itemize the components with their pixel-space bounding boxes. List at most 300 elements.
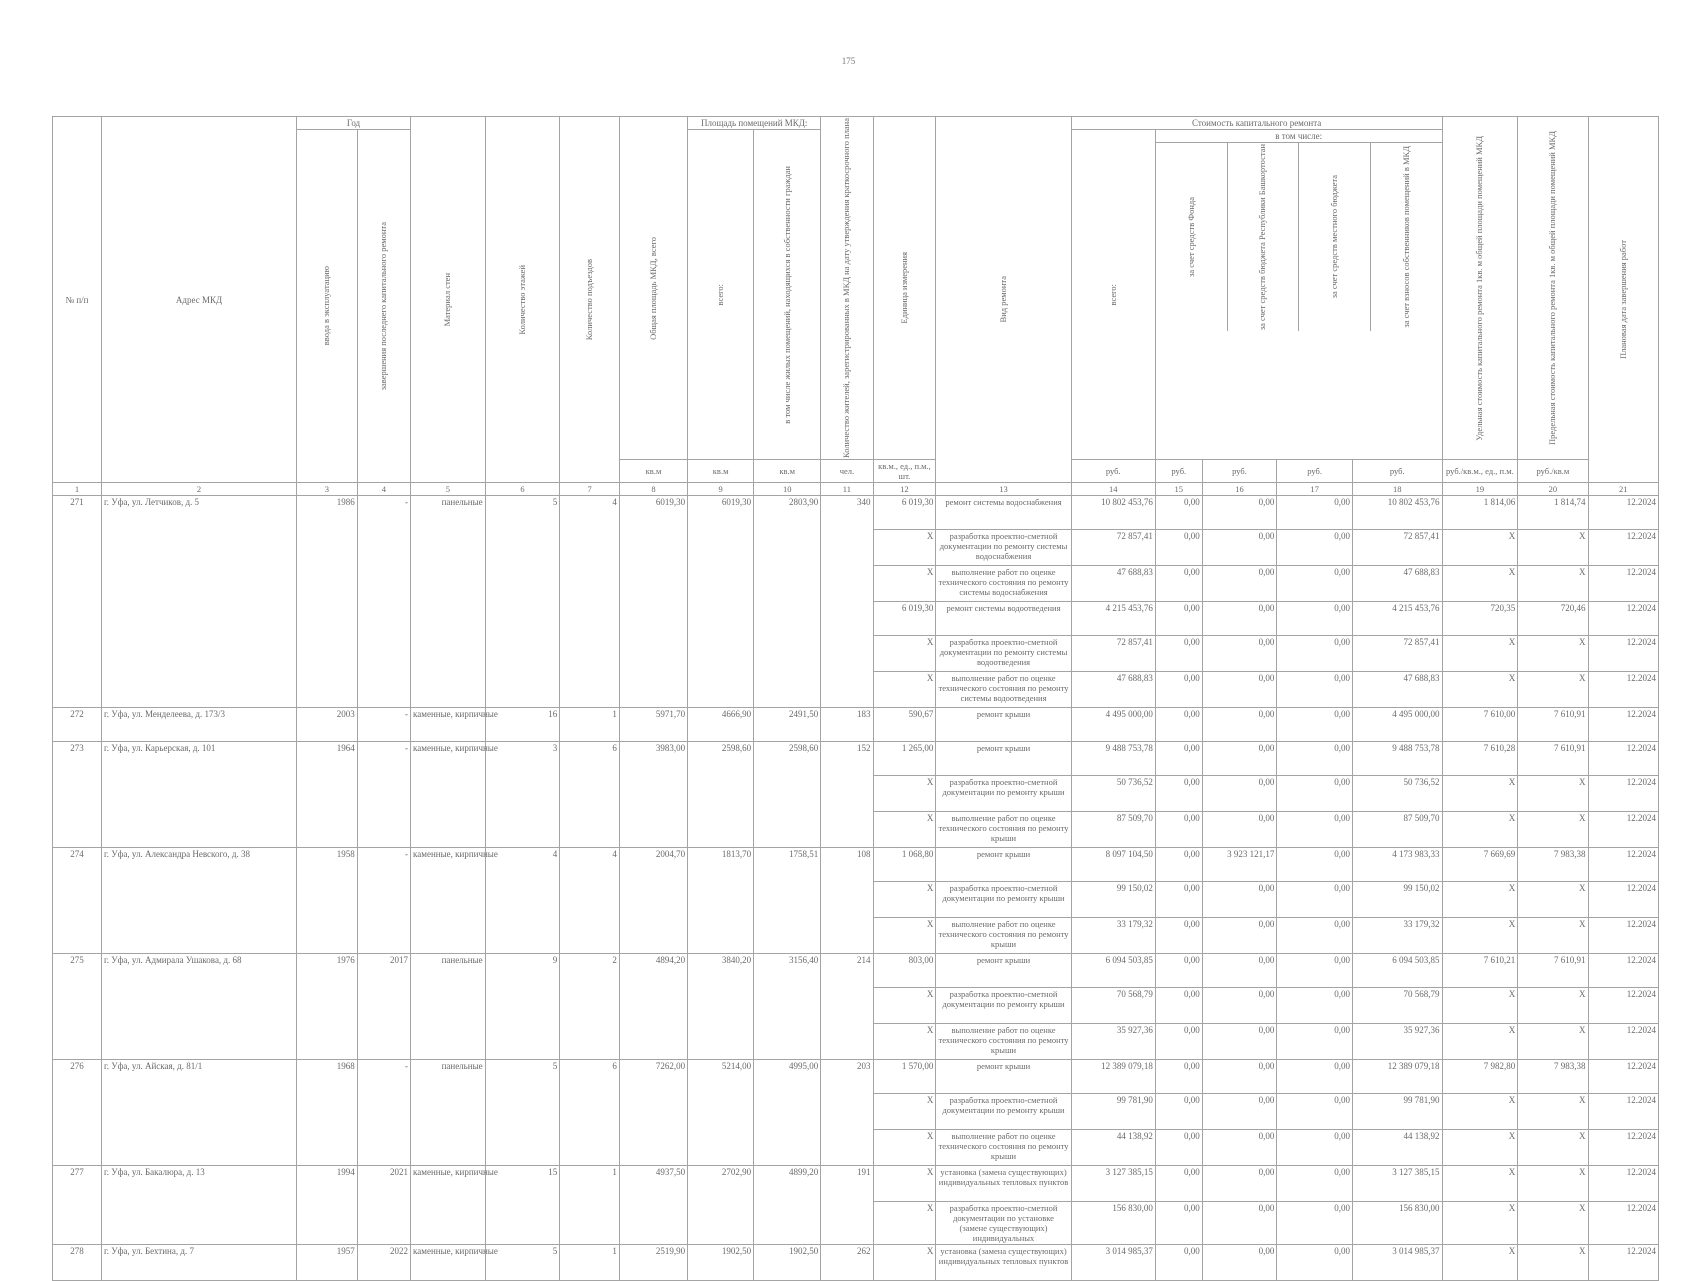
specific-cost-cell: X — [1442, 636, 1518, 672]
cost-rb-cell: 3 923 121,17 — [1202, 848, 1277, 882]
completion-date-cell: 12.2024 — [1588, 530, 1658, 566]
cost-total-cell: 4 495 000,00 — [1071, 708, 1155, 742]
col-14-header — [1071, 130, 1155, 460]
cost-rb-cell: 0,00 — [1202, 636, 1277, 672]
entrances-cell: 6 — [560, 742, 620, 848]
specific-cost-cell: X — [1442, 1245, 1518, 1281]
specific-cost-cell: X — [1442, 566, 1518, 602]
cost-owners-cell: 12 389 079,18 — [1352, 1060, 1442, 1094]
cost-total-cell: 4 215 453,76 — [1071, 602, 1155, 636]
cost-rb-cell: 0,00 — [1202, 988, 1277, 1024]
limit-cost-cell: X — [1518, 882, 1588, 918]
year-built-cell: 1964 — [297, 742, 358, 848]
cost-fund-cell: 0,00 — [1155, 848, 1202, 882]
cost-fund-cell: 0,00 — [1155, 602, 1202, 636]
work-kind-cell: выполнение работ по оценке технического состояния по ремонту крыши — [936, 812, 1071, 848]
cost-rb-cell: 0,00 — [1202, 742, 1277, 776]
cost-local-cell: 0,00 — [1277, 988, 1353, 1024]
completion-date-cell: 12.2024 — [1588, 672, 1658, 708]
limit-cost-cell: X — [1518, 1024, 1588, 1060]
unit-cell: 590,67 — [873, 708, 936, 742]
year-repair-cell: - — [357, 708, 410, 742]
row-number: 278 — [53, 1245, 102, 1281]
cost-local-cell: 0,00 — [1277, 954, 1353, 988]
completion-date-cell: 12.2024 — [1588, 1024, 1658, 1060]
col-10-header — [754, 130, 821, 460]
cost-fund-cell: 0,00 — [1155, 1024, 1202, 1060]
work-kind-cell: ремонт системы водоотведения — [936, 602, 1071, 636]
cost-fund-cell: 0,00 — [1155, 496, 1202, 530]
limit-cost-cell: X — [1518, 776, 1588, 812]
col-10-header-text: в том числе жилых помещений, находящихся в собственности граждан — [781, 165, 792, 424]
table-row — [53, 848, 1659, 882]
table-header — [53, 117, 1659, 496]
col-8-header — [619, 117, 687, 460]
cost-total-cell: 44 138,92 — [1071, 1130, 1155, 1166]
work-kind-cell: выполнение работ по оценке технического состояния по ремонту крыши — [936, 1024, 1071, 1060]
limit-cost-cell: X — [1518, 918, 1588, 954]
incl-header: в том числе: — [1156, 130, 1442, 143]
cost-owners-cell: 3 014 985,37 — [1352, 1245, 1442, 1281]
cost-local-cell: 0,00 — [1277, 742, 1353, 776]
column-number: 13 — [936, 483, 1071, 496]
cost-local-cell: 0,00 — [1277, 1024, 1353, 1060]
cost-rb-cell: 0,00 — [1202, 530, 1277, 566]
table-row — [53, 496, 1659, 530]
col-5-header-text: Материал стен — [442, 272, 453, 327]
cost-owners-cell: 10 802 453,76 — [1352, 496, 1442, 530]
wall-material-cell: каменные, кирпичные — [411, 848, 486, 954]
unit-col-11: чел. — [821, 460, 873, 483]
unit-cell: X — [873, 1094, 936, 1130]
col-9-header-text: всего: — [715, 283, 726, 306]
col-17-header — [1299, 143, 1370, 332]
cost-owners-cell: 156 830,00 — [1352, 1202, 1442, 1245]
unit-cell: X — [873, 530, 936, 566]
cost-rb-cell: 0,00 — [1202, 918, 1277, 954]
cost-total-cell: 33 179,32 — [1071, 918, 1155, 954]
wall-material-cell: каменные, кирпичные — [411, 742, 486, 848]
work-kind-cell: разработка проектно-сметной документации по ремонту системы водоотведения — [936, 636, 1071, 672]
cost-rb-cell: 0,00 — [1202, 1094, 1277, 1130]
cost-owners-cell: 35 927,36 — [1352, 1024, 1442, 1060]
limit-cost-cell: 7 610,91 — [1518, 742, 1588, 776]
unit-cell: 803,00 — [873, 954, 936, 988]
area-all-cell: 2598,60 — [688, 742, 754, 848]
specific-cost-cell: 7 610,28 — [1442, 742, 1518, 776]
cost-rb-cell: 0,00 — [1202, 566, 1277, 602]
cost-owners-cell: 47 688,83 — [1352, 566, 1442, 602]
floors-cell: 5 — [485, 1245, 560, 1281]
area-residential-cell: 1758,51 — [754, 848, 821, 954]
col-5-header — [411, 117, 486, 483]
floors-cell: 4 — [485, 848, 560, 954]
cost-total-cell: 10 802 453,76 — [1071, 496, 1155, 530]
cost-owners-cell: 6 094 503,85 — [1352, 954, 1442, 988]
wall-material-cell: панельные — [411, 496, 486, 708]
column-number: 7 — [560, 483, 620, 496]
total-area-cell: 3983,00 — [619, 742, 687, 848]
cost-owners-cell: 50 736,52 — [1352, 776, 1442, 812]
address-cell: г. Уфа, ул. Менделеева, д. 173/3 — [102, 708, 297, 742]
specific-cost-cell: X — [1442, 1130, 1518, 1166]
work-kind-cell: ремонт крыши — [936, 742, 1071, 776]
year-repair-cell: - — [357, 848, 410, 954]
limit-cost-cell: 7 610,91 — [1518, 708, 1588, 742]
work-kind-cell: ремонт системы водоснабжения — [936, 496, 1071, 530]
column-number: 4 — [357, 483, 410, 496]
col-12-header-text: Единица измерения — [898, 252, 909, 324]
cost-owners-cell: 99 150,02 — [1352, 882, 1442, 918]
completion-date-cell: 12.2024 — [1588, 882, 1658, 918]
specific-cost-cell: X — [1442, 1166, 1518, 1202]
unit-col-10: кв.м — [754, 460, 821, 483]
incl-group-cell — [1155, 130, 1442, 460]
cost-total-cell: 99 781,90 — [1071, 1094, 1155, 1130]
cost-total-cell: 35 927,36 — [1071, 1024, 1155, 1060]
limit-cost-cell: X — [1518, 530, 1588, 566]
col-13-header-text: Вид ремонта — [998, 276, 1009, 323]
area-group-header: Площадь помещений МКД: — [688, 117, 821, 130]
completion-date-cell: 12.2024 — [1588, 776, 1658, 812]
cost-total-cell: 8 097 104,50 — [1071, 848, 1155, 882]
work-kind-cell: разработка проектно-сметной документации по ремонту системы водоснабжения — [936, 530, 1071, 566]
cost-fund-cell: 0,00 — [1155, 1060, 1202, 1094]
specific-cost-cell: X — [1442, 672, 1518, 708]
cost-fund-cell: 0,00 — [1155, 530, 1202, 566]
col-15-header-text: за счет средств Фонда — [1185, 197, 1196, 278]
cost-fund-cell: 0,00 — [1155, 776, 1202, 812]
cost-rb-cell: 0,00 — [1202, 708, 1277, 742]
column-number: 9 — [688, 483, 754, 496]
repair-plan-table-wrapper — [52, 116, 1659, 1281]
wall-material-cell: панельные — [411, 1060, 486, 1166]
floors-cell: 5 — [485, 1060, 560, 1166]
unit-cell: X — [873, 1166, 936, 1202]
unit-cell: X — [873, 812, 936, 848]
col-6-header — [485, 117, 560, 483]
specific-cost-cell: 7 669,69 — [1442, 848, 1518, 882]
row-number: 273 — [53, 742, 102, 848]
col-16-header — [1227, 143, 1298, 332]
col-1-header: № п/п — [53, 117, 102, 483]
area-residential-cell: 2491,50 — [754, 708, 821, 742]
area-all-cell: 4666,90 — [688, 708, 754, 742]
work-kind-cell: выполнение работ по оценке технического состояния по ремонту системы водоснабжения — [936, 566, 1071, 602]
row-number: 274 — [53, 848, 102, 954]
area-all-cell: 1813,70 — [688, 848, 754, 954]
col-4-header-text: завершения последнего капитального ремонта — [378, 221, 389, 391]
unit-col-15: руб. — [1155, 460, 1202, 483]
year-built-cell: 1994 — [297, 1166, 358, 1245]
cost-owners-cell: 47 688,83 — [1352, 672, 1442, 708]
floors-cell: 9 — [485, 954, 560, 1060]
column-number: 20 — [1518, 483, 1588, 496]
column-number: 14 — [1071, 483, 1155, 496]
limit-cost-cell: X — [1518, 672, 1588, 708]
unit-cell: X — [873, 636, 936, 672]
residents-cell: 203 — [821, 1060, 873, 1166]
specific-cost-cell: 1 814,06 — [1442, 496, 1518, 530]
repair-plan-table — [52, 116, 1659, 1281]
completion-date-cell: 12.2024 — [1588, 1245, 1658, 1281]
residents-cell: 340 — [821, 496, 873, 708]
work-kind-cell: ремонт крыши — [936, 954, 1071, 988]
limit-cost-cell: 7 983,38 — [1518, 848, 1588, 882]
col-21-header-text: Плановая дата завершения работ — [1617, 240, 1628, 360]
entrances-cell: 1 — [560, 1166, 620, 1245]
column-number: 2 — [102, 483, 297, 496]
col-12-header — [873, 117, 936, 460]
row-number: 275 — [53, 954, 102, 1060]
cost-local-cell: 0,00 — [1277, 1245, 1353, 1281]
table-row — [53, 1060, 1659, 1094]
specific-cost-cell: X — [1442, 530, 1518, 566]
col-20-header — [1518, 117, 1588, 460]
residents-cell: 152 — [821, 742, 873, 848]
column-number: 3 — [297, 483, 358, 496]
unit-cell: X — [873, 988, 936, 1024]
unit-col-19: руб./кв.м., ед., п.м. — [1442, 460, 1518, 483]
cost-fund-cell: 0,00 — [1155, 636, 1202, 672]
entrances-cell: 4 — [560, 848, 620, 954]
cost-total-cell: 70 568,79 — [1071, 988, 1155, 1024]
cost-total-cell: 72 857,41 — [1071, 636, 1155, 672]
wall-material-cell: панельные — [411, 954, 486, 1060]
row-number: 277 — [53, 1166, 102, 1245]
unit-cell: X — [873, 882, 936, 918]
cost-local-cell: 0,00 — [1277, 812, 1353, 848]
cost-rb-cell: 0,00 — [1202, 1202, 1277, 1245]
completion-date-cell: 12.2024 — [1588, 602, 1658, 636]
cost-total-cell: 9 488 753,78 — [1071, 742, 1155, 776]
unit-cell: X — [873, 566, 936, 602]
unit-cell: X — [873, 918, 936, 954]
work-kind-cell: разработка проектно-сметной документации по ремонту крыши — [936, 776, 1071, 812]
entrances-cell: 6 — [560, 1060, 620, 1166]
cost-rb-cell: 0,00 — [1202, 776, 1277, 812]
cost-local-cell: 0,00 — [1277, 1166, 1353, 1202]
address-cell: г. Уфа, ул. Айская, д. 81/1 — [102, 1060, 297, 1166]
total-area-cell: 6019,30 — [619, 496, 687, 708]
work-kind-cell: разработка проектно-сметной документации по ремонту крыши — [936, 1094, 1071, 1130]
cost-fund-cell: 0,00 — [1155, 988, 1202, 1024]
specific-cost-cell: X — [1442, 918, 1518, 954]
unit-col-18: руб. — [1352, 460, 1442, 483]
work-kind-cell: установка (замена существующих) индивидуальных тепловых пунктов — [936, 1166, 1071, 1202]
cost-rb-cell: 0,00 — [1202, 1060, 1277, 1094]
work-kind-cell: ремонт крыши — [936, 1060, 1071, 1094]
completion-date-cell: 12.2024 — [1588, 636, 1658, 672]
cost-total-cell: 6 094 503,85 — [1071, 954, 1155, 988]
page-number: 175 — [841, 56, 856, 66]
address-cell: г. Уфа, ул. Адмирала Ушакова, д. 68 — [102, 954, 297, 1060]
col-14-header-text: всего: — [1107, 283, 1118, 306]
cost-local-cell: 0,00 — [1277, 776, 1353, 812]
completion-date-cell: 12.2024 — [1588, 812, 1658, 848]
cost-total-cell: 3 014 985,37 — [1071, 1245, 1155, 1281]
floors-cell: 16 — [485, 708, 560, 742]
limit-cost-cell: 7 610,91 — [1518, 954, 1588, 988]
row-number: 271 — [53, 496, 102, 708]
column-number: 12 — [873, 483, 936, 496]
cost-fund-cell: 0,00 — [1155, 954, 1202, 988]
col-16-header-text: за счет средств бюджета Республики Башкортостан — [1257, 144, 1268, 331]
col-20-header-text: Предельная стоимость капитального ремонта 1кв. м общей площади помещений МКД — [1547, 131, 1558, 446]
address-cell: г. Уфа, ул. Карьерская, д. 101 — [102, 742, 297, 848]
floors-cell: 5 — [485, 496, 560, 708]
entrances-cell: 4 — [560, 496, 620, 708]
total-area-cell: 7262,00 — [619, 1060, 687, 1166]
cost-total-cell: 156 830,00 — [1071, 1202, 1155, 1245]
year-repair-cell: 2022 — [357, 1245, 410, 1281]
specific-cost-cell: 7 610,21 — [1442, 954, 1518, 988]
year-group-header: Год — [297, 117, 411, 130]
limit-cost-cell: 7 983,38 — [1518, 1060, 1588, 1094]
col-6-header-text: Количество этажей — [516, 264, 527, 335]
cost-fund-cell: 0,00 — [1155, 1166, 1202, 1202]
cost-owners-cell: 70 568,79 — [1352, 988, 1442, 1024]
cost-owners-cell: 9 488 753,78 — [1352, 742, 1442, 776]
floors-cell: 3 — [485, 742, 560, 848]
unit-col-16: руб. — [1202, 460, 1277, 483]
col-8-header-text: Общая площадь МКД, всего — [648, 236, 658, 340]
cost-owners-cell: 44 138,92 — [1352, 1130, 1442, 1166]
work-kind-cell: ремонт крыши — [936, 708, 1071, 742]
limit-cost-cell: X — [1518, 988, 1588, 1024]
unit-cell: 6 019,30 — [873, 496, 936, 530]
cost-local-cell: 0,00 — [1277, 1094, 1353, 1130]
col-17-header-text: за счет средств местного бюджета — [1328, 175, 1339, 299]
specific-cost-cell: X — [1442, 776, 1518, 812]
col-18-header-text: за счет взносов собственников помещений в МКД — [1400, 146, 1411, 328]
wall-material-cell: каменные, кирпичные — [411, 1245, 486, 1281]
cost-rb-cell: 0,00 — [1202, 812, 1277, 848]
specific-cost-cell: X — [1442, 1094, 1518, 1130]
column-number: 10 — [754, 483, 821, 496]
col-7-header — [560, 117, 620, 483]
work-kind-cell: разработка проектно-сметной документации по установке (замене существующих) индивидуальных — [936, 1202, 1071, 1245]
limit-cost-cell: X — [1518, 1245, 1588, 1281]
year-repair-cell: 2021 — [357, 1166, 410, 1245]
cost-fund-cell: 0,00 — [1155, 1130, 1202, 1166]
completion-date-cell: 12.2024 — [1588, 988, 1658, 1024]
cost-fund-cell: 0,00 — [1155, 672, 1202, 708]
cost-owners-cell: 3 127 385,15 — [1352, 1166, 1442, 1202]
cost-owners-cell: 4 495 000,00 — [1352, 708, 1442, 742]
limit-cost-cell: 720,46 — [1518, 602, 1588, 636]
cost-local-cell: 0,00 — [1277, 496, 1353, 530]
year-built-cell: 1968 — [297, 1060, 358, 1166]
column-number: 8 — [619, 483, 687, 496]
area-residential-cell: 1902,50 — [754, 1245, 821, 1281]
area-all-cell: 2702,90 — [688, 1166, 754, 1245]
area-all-cell: 5214,00 — [688, 1060, 754, 1166]
work-kind-cell: выполнение работ по оценке технического состояния по ремонту системы водоотведения — [936, 672, 1071, 708]
col-3-header — [297, 130, 358, 483]
cost-owners-cell: 4 215 453,76 — [1352, 602, 1442, 636]
column-number: 17 — [1277, 483, 1353, 496]
area-residential-cell: 2803,90 — [754, 496, 821, 708]
cost-fund-cell: 0,00 — [1155, 882, 1202, 918]
completion-date-cell: 12.2024 — [1588, 742, 1658, 776]
limit-cost-cell: X — [1518, 566, 1588, 602]
unit-col-12: кв.м., ед., п.м., шт. — [873, 460, 936, 483]
cost-total-cell: 47 688,83 — [1071, 672, 1155, 708]
table-row — [53, 1166, 1659, 1202]
column-number: 18 — [1352, 483, 1442, 496]
cost-owners-cell: 4 173 983,33 — [1352, 848, 1442, 882]
col-15-header — [1156, 143, 1227, 332]
unit-cell: X — [873, 672, 936, 708]
cost-total-cell: 12 389 079,18 — [1071, 1060, 1155, 1094]
total-area-cell: 5971,70 — [619, 708, 687, 742]
table-body — [53, 496, 1659, 1281]
cost-total-cell: 99 150,02 — [1071, 882, 1155, 918]
specific-cost-cell: X — [1442, 812, 1518, 848]
unit-cell: X — [873, 1130, 936, 1166]
year-built-cell: 1958 — [297, 848, 358, 954]
col-7-header-text: Количество подъездов — [584, 258, 595, 341]
limit-cost-cell: X — [1518, 812, 1588, 848]
limit-cost-cell: X — [1518, 636, 1588, 672]
column-number: 16 — [1202, 483, 1277, 496]
work-kind-cell: установка (замена существующих) индивидуальных тепловых пунктов — [936, 1245, 1071, 1281]
unit-cell: 6 019,30 — [873, 602, 936, 636]
cost-local-cell: 0,00 — [1277, 566, 1353, 602]
total-area-cell: 2004,70 — [619, 848, 687, 954]
address-cell: г. Уфа, ул. Летчиков, д. 5 — [102, 496, 297, 708]
specific-cost-cell: 7 982,80 — [1442, 1060, 1518, 1094]
specific-cost-cell: 7 610,00 — [1442, 708, 1518, 742]
unit-col-8: кв.м — [619, 460, 687, 483]
cost-rb-cell: 0,00 — [1202, 1166, 1277, 1202]
address-cell: г. Уфа, ул. Александра Невского, д. 38 — [102, 848, 297, 954]
residents-cell: 183 — [821, 708, 873, 742]
cost-local-cell: 0,00 — [1277, 708, 1353, 742]
year-built-cell: 1986 — [297, 496, 358, 708]
incl-subtable — [1156, 130, 1442, 331]
cost-rb-cell: 0,00 — [1202, 882, 1277, 918]
cost-total-cell: 72 857,41 — [1071, 530, 1155, 566]
total-area-cell: 2519,90 — [619, 1245, 687, 1281]
address-cell: г. Уфа, ул. Бехтина, д. 7 — [102, 1245, 297, 1281]
column-number: 1 — [53, 483, 102, 496]
area-residential-cell: 4995,00 — [754, 1060, 821, 1166]
col-4-header — [357, 130, 410, 483]
column-number: 5 — [411, 483, 486, 496]
limit-cost-cell: X — [1518, 1130, 1588, 1166]
cost-fund-cell: 0,00 — [1155, 1245, 1202, 1281]
cost-fund-cell: 0,00 — [1155, 566, 1202, 602]
row-number: 276 — [53, 1060, 102, 1166]
table-row — [53, 742, 1659, 776]
work-kind-cell: выполнение работ по оценке технического состояния по ремонту крыши — [936, 918, 1071, 954]
column-numbers-row — [53, 483, 1659, 496]
cost-group-header: Стоимость капитального ремонта — [1071, 117, 1442, 130]
completion-date-cell: 12.2024 — [1588, 1060, 1658, 1094]
cost-local-cell: 0,00 — [1277, 1130, 1353, 1166]
specific-cost-cell: X — [1442, 882, 1518, 918]
residents-cell: 191 — [821, 1166, 873, 1245]
col-11-header-text: Количество жителей, зарегистрированных в МКД на дату утверждения краткосрочного плана — [841, 118, 852, 459]
area-residential-cell: 4899,20 — [754, 1166, 821, 1245]
completion-date-cell: 12.2024 — [1588, 1094, 1658, 1130]
unit-cell: X — [873, 1024, 936, 1060]
limit-cost-cell: X — [1518, 1166, 1588, 1202]
cost-total-cell: 3 127 385,15 — [1071, 1166, 1155, 1202]
specific-cost-cell: X — [1442, 1024, 1518, 1060]
